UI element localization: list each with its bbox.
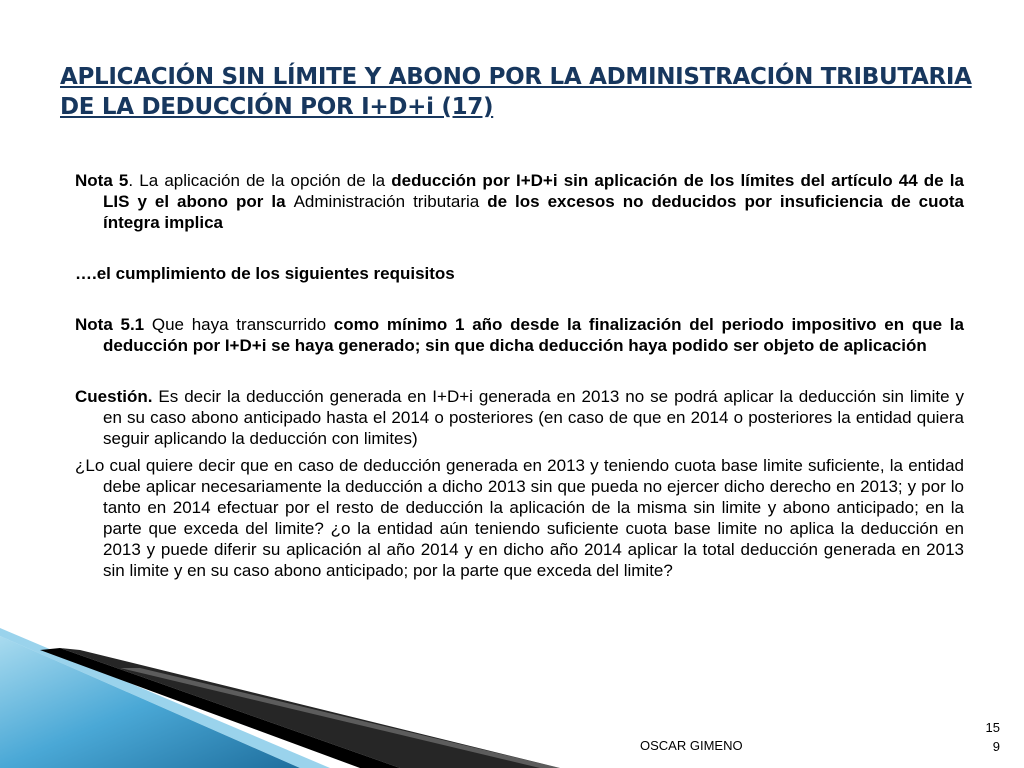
- nota-5-text-2: Administración tributaria: [293, 192, 488, 211]
- nota-5-1-bold: como mínimo 1 año desde la finalización del periodo impositivo en que la deducción por I+D+i se haya generado; sin que dicha deducción haya podido ser objeto de aplicación: [103, 315, 964, 355]
- nota-5-label: Nota 5: [75, 171, 129, 190]
- requisitos-text: ….el cumplimiento de los siguientes requisitos: [75, 264, 455, 283]
- nota-5-1-label: Nota 5.1: [75, 315, 145, 334]
- nota-5-paragraph: [75, 170, 964, 233]
- cuestion-paragraph: [75, 386, 964, 449]
- page-number-line-1: 15: [985, 720, 1000, 735]
- corner-decoration: [0, 628, 560, 768]
- page-number-line-2: 9: [992, 739, 1000, 754]
- page-number: [970, 718, 1000, 756]
- footer-author: OSCAR GIMENO: [640, 738, 743, 753]
- nota-5-1-text: Que haya transcurrido: [144, 315, 334, 334]
- cuestion-text: Es decir la deducción generada en I+D+i generada en 2013 no se podrá aplicar la deducción sin limite y en su caso abono anticipado hasta el 2014 o posteriores (en caso de que en 2014 o posteriores la entidad quiera seguir aplicando la deducción con limites): [103, 387, 964, 448]
- pregunta-paragraph: ¿Lo cual quiere decir que en caso de deducción generada en 2013 y teniendo cuota base limite suficiente, la entidad debe aplicar necesariamente la deducción a dicho 2013 sin que pueda no ejercer dicho derecho en 2013; y por lo tanto en 2014 efectuar por el resto de deducción la aplicación de la misma sin limite y abono anticipado; en la parte que exceda del limite? ¿o la entidad aún teniendo suficiente cuota base limite no aplica la deducción en 2013 y puede diferir su aplicación al año 2014 y en dicho año 2014 aplicar la total deducción generada en 2013 sin limite y en su caso abono anticipado; por la parte que exceda del limite?: [75, 456, 964, 580]
- nota-5-text-1: . La aplicación de la opción de la: [128, 171, 392, 190]
- slide-title: APLICACIÓN SIN LÍMITE Y ABONO POR LA ADMINISTRACIÓN TRIBUTARIA DE LA DEDUCCIÓN POR I+D+i (17): [60, 64, 972, 120]
- cuestion-label: Cuestión.: [75, 387, 153, 406]
- requisitos-paragraph: [75, 263, 964, 284]
- nota-5-bold-1: deducción por I+D+i sin aplicación de los límites del artículo 44 de la LIS y el abono por la: [103, 171, 964, 211]
- nota-5-1-paragraph: [75, 314, 964, 356]
- slide-body: [75, 170, 964, 581]
- nota-5-bold-2: de los excesos no deducidos por insuficiencia de cuota íntegra implica: [103, 192, 964, 232]
